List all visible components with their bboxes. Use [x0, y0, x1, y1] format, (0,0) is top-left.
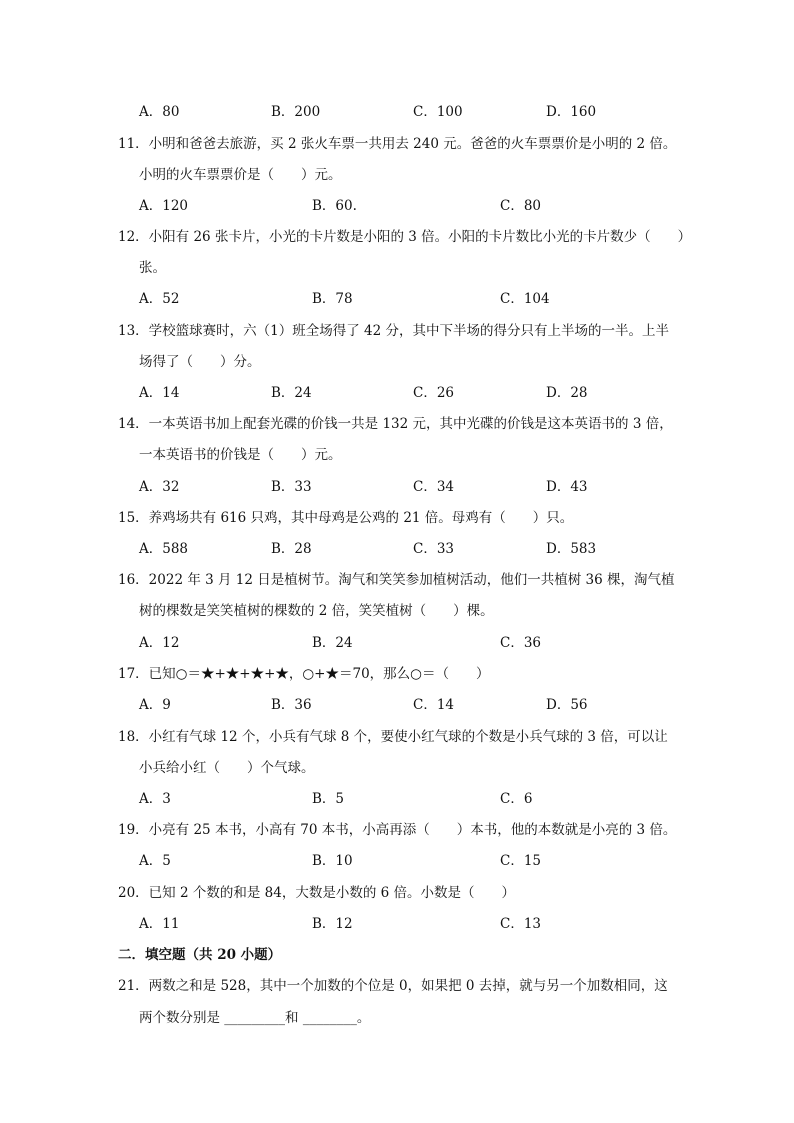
answer-option: C．6	[500, 791, 533, 807]
answer-option: A．32	[139, 479, 180, 495]
question-text: 15．养鸡场共有 616 只鸡，其中母鸡是公鸡的 21 倍。母鸡有（ ）只。	[118, 510, 574, 526]
question-text: 两个数分别是 _________和 ________。	[139, 1010, 371, 1026]
answer-option: B．5	[312, 791, 345, 807]
answer-option: A．5	[139, 853, 171, 869]
question-text: 小兵给小红（ ）个气球。	[139, 760, 315, 776]
answer-option: C．34	[413, 479, 455, 495]
question-text: 21．两数之和是 528，其中一个加数的个位是 0，如果把 0 去掉，就与另一个加数相同，这	[118, 978, 668, 994]
question-text: 12．小阳有 26 张卡片，小光的卡片数是小阳的 3 倍。小阳的卡片数比小光的卡片数少（ ）	[118, 229, 692, 245]
answer-option: A．12	[139, 635, 180, 651]
answer-option: B．78	[312, 291, 353, 307]
question-text: 17．已知○＝★+★+★+★，○+★＝70，那么○＝（ ）	[118, 666, 490, 682]
question-text: 11．小明和爸爸去旅游，买 2 张火车票一共用去 240 元。爸爸的火车票票价是小明的 2 倍。	[118, 136, 677, 152]
answer-option: A．52	[139, 291, 180, 307]
answer-option: B．28	[271, 541, 312, 557]
answer-option: A．14	[139, 385, 180, 401]
answer-option: C．104	[500, 291, 550, 307]
question-text: 一本英语书的价钱是（ ）元。	[139, 447, 342, 463]
answer-option: C．14	[413, 697, 455, 713]
answer-option: A．3	[139, 791, 171, 807]
question-text: 16．2022 年 3 月 12 日是植树节。淘气和笑笑参加植树活动，他们一共植树 36 棵，淘气植	[118, 572, 675, 588]
question-text: 张。	[139, 260, 166, 276]
answer-option: A．9	[139, 697, 171, 713]
answer-option: B．200	[271, 104, 321, 120]
answer-option: A．120	[139, 198, 189, 214]
answer-option: D．56	[546, 697, 588, 713]
answer-option: D．583	[546, 541, 597, 557]
question-text: 19．小亮有 25 本书，小高有 70 本书，小高再添（ ）本书，他的本数就是小亮的 3 倍。	[118, 822, 677, 838]
section-heading: 二．填空题（共 20 小题）	[118, 947, 282, 963]
answer-option: D．28	[546, 385, 588, 401]
answer-option: B．60.	[312, 198, 357, 214]
answer-option: C．80	[500, 198, 542, 214]
answer-option: B．36	[271, 697, 312, 713]
answer-option: D．160	[546, 104, 597, 120]
answer-option: C．100	[413, 104, 463, 120]
answer-option: B．33	[271, 479, 312, 495]
question-text: 20．已知 2 个数的和是 84，大数是小数的 6 倍。小数是（ ）	[118, 885, 515, 901]
answer-option: B．24	[312, 635, 353, 651]
answer-option: B．10	[312, 853, 353, 869]
question-text: 18．小红有气球 12 个，小兵有气球 8 个，要使小红气球的个数是小兵气球的 3 倍，可以让	[118, 729, 668, 745]
question-text: 小明的火车票票价是（ ）元。	[139, 167, 342, 183]
answer-option: D．43	[546, 479, 588, 495]
answer-option: C．13	[500, 916, 542, 932]
answer-option: C．26	[413, 385, 455, 401]
answer-option: B．12	[312, 916, 353, 932]
question-text: 14．一本英语书加上配套光碟的价钱一共是 132 元，其中光碟的价钱是这本英语书的 3 倍，	[118, 416, 673, 432]
answer-option: B．24	[271, 385, 312, 401]
answer-option: C．33	[413, 541, 455, 557]
answer-option: A．588	[139, 541, 189, 557]
answer-option: C．36	[500, 635, 542, 651]
question-text: 场得了（ ）分。	[139, 354, 261, 370]
question-text: 树的棵数是笑笑植树的棵数的 2 倍，笑笑植树（ ）棵。	[139, 603, 494, 619]
question-text: 13．学校篮球赛时，六（1）班全场得了 42 分，其中下半场的得分只有上半场的一半。上半	[118, 323, 670, 339]
answer-option: A．11	[139, 916, 180, 932]
answer-option: A．80	[139, 104, 180, 120]
answer-option: C．15	[500, 853, 542, 869]
